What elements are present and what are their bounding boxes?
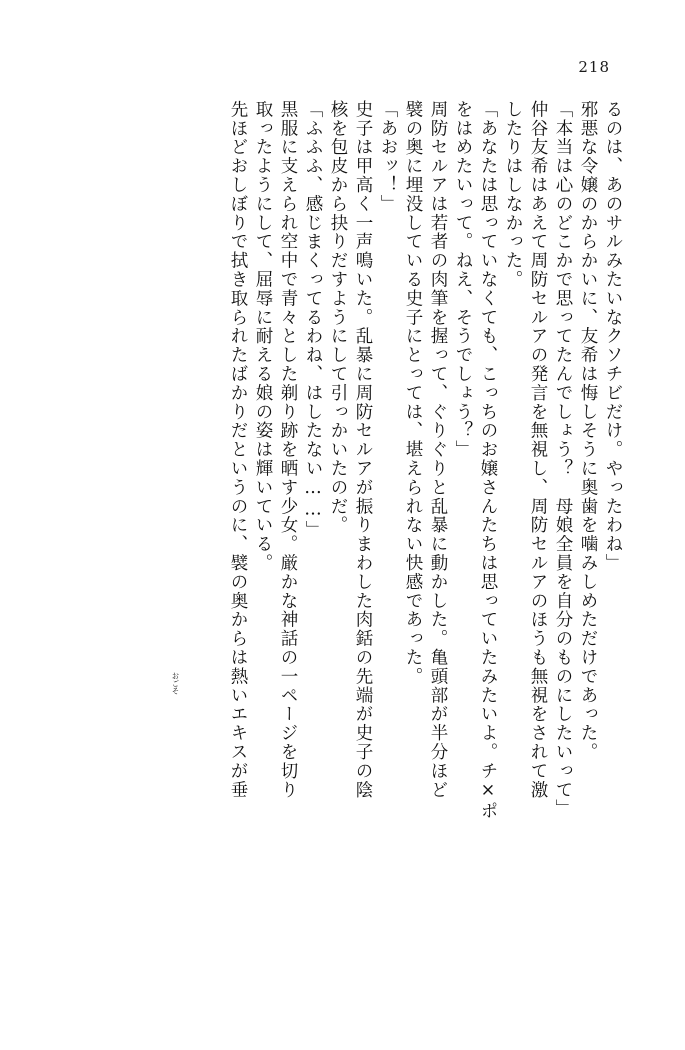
text-line: るのは、あのサルみたいなクソチビだけ。やったわね」 — [603, 100, 623, 573]
text-line: 「あおッ！」 — [378, 100, 398, 214]
text-line: 核を包皮から抉りだすようにして引っかいたのだ。 — [328, 100, 348, 535]
text-line: 周防セルアは若者の肉筆を握って、ぐりぐりと乱暴に動かした。亀頭部が半分ほど — [428, 100, 448, 800]
page-number: 218 — [578, 58, 610, 76]
text-line: したりはしなかった。 — [503, 100, 523, 289]
text-line: 先ほどおしぼりで拭き取られたばかりだというのに、襞の奥からは熱いエキスが垂 — [228, 100, 248, 800]
text-line: をはめたいって。ねえ、そうでしょう？」 — [453, 100, 473, 460]
text-line: 「あなたは思っていなくても、こっちのお嬢さんたちは思っていたみたいよ。チ×ポ — [478, 100, 498, 821]
text-line: 取ったようにして、屈辱に耐える娘の姿は輝いている。 — [253, 100, 273, 573]
text-line: 「ふふふ、感じまくってるわね、はしたない……」 — [303, 100, 323, 540]
text-line: 史子は甲高く一声鳴いた。乱暴に周防セルアが振りまわした肉銛の先端が史子の陰 — [353, 100, 373, 800]
vertical-body-text — [60, 100, 621, 990]
text-line: 「本当は心のどこかで思ってたんでしょう？ 母娘全員を自分のものにしたいって」 — [553, 100, 573, 819]
text-line: 仲谷友希はあえて周防セルアの発言を無視し、周防セルアのほうも無視をされて激 — [528, 100, 548, 800]
text-line: 黒服に支えられ空中で青々とした剃り跡を晒す少女。厳かな神話の一ページを切り — [278, 100, 298, 800]
text-line: 襞の奥に埋没している史子にとっては、堪えられない快感であった。 — [403, 100, 423, 686]
ruby-annotation: おごそ — [171, 672, 180, 695]
text-line: 邪悪な令嬢のからかいに、友希は悔しそうに奥歯を噛みしめただけであった。 — [578, 100, 598, 762]
